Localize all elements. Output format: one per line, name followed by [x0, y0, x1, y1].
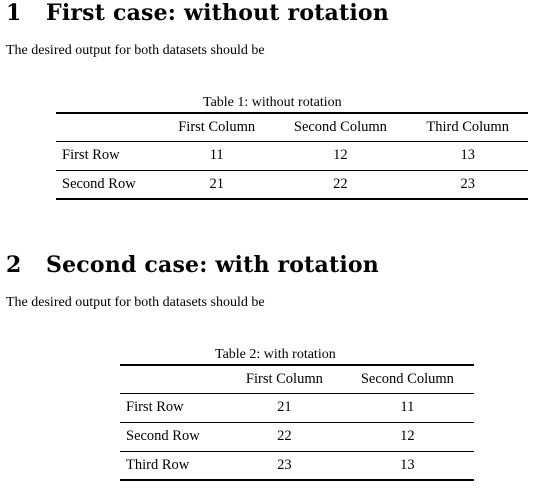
column-header: First Column: [178, 118, 256, 135]
section-title: Second case: with rotation: [46, 252, 379, 278]
row-label: Second Row: [62, 175, 136, 192]
table-2: [120, 364, 474, 481]
section-1-paragraph: The desired output for both datasets should be: [6, 43, 265, 58]
section-number: 1: [6, 0, 22, 26]
section-title: First case: without rotation: [46, 0, 390, 26]
table-cell: 22: [277, 428, 292, 444]
header-corner: [56, 113, 160, 141]
table-1: [56, 112, 528, 200]
table-2-caption: Table 2: with rotation: [215, 347, 336, 362]
table-cell: 21: [277, 399, 292, 415]
column-header: Second Column: [293, 118, 387, 135]
table-cell: 12: [333, 147, 348, 163]
column-header: Second Column: [360, 370, 454, 387]
row-label: First Row: [126, 399, 184, 415]
column-header: First Column: [245, 370, 323, 387]
table-cell: 23: [460, 175, 475, 192]
row-label: First Row: [62, 147, 120, 163]
table-row: [120, 422, 474, 451]
table-cell: 13: [400, 456, 415, 473]
table-row: [120, 451, 474, 480]
table-cell: 13: [460, 147, 475, 163]
table-cell: 11: [400, 399, 415, 415]
table-header-row: [120, 365, 474, 393]
table-header-row: [56, 113, 528, 141]
row-label: Third Row: [126, 456, 190, 473]
table-cell: 12: [400, 428, 415, 444]
table-cell: 11: [209, 147, 224, 163]
header-corner: [120, 365, 228, 393]
table-row: [56, 170, 528, 199]
table-cell: 23: [277, 456, 292, 473]
section-number: 2: [6, 252, 22, 278]
column-header: Third Column: [426, 118, 509, 135]
section-1-heading: [6, 0, 389, 26]
table-cell: 22: [333, 175, 348, 192]
table-row: [56, 141, 528, 170]
section-2-heading: [6, 252, 379, 278]
table-cell: 21: [209, 175, 224, 192]
table-row: [120, 393, 474, 422]
section-2-paragraph: The desired output for both datasets should be: [6, 295, 265, 310]
row-label: Second Row: [126, 428, 200, 444]
table-1-caption: Table 1: without rotation: [203, 95, 342, 110]
